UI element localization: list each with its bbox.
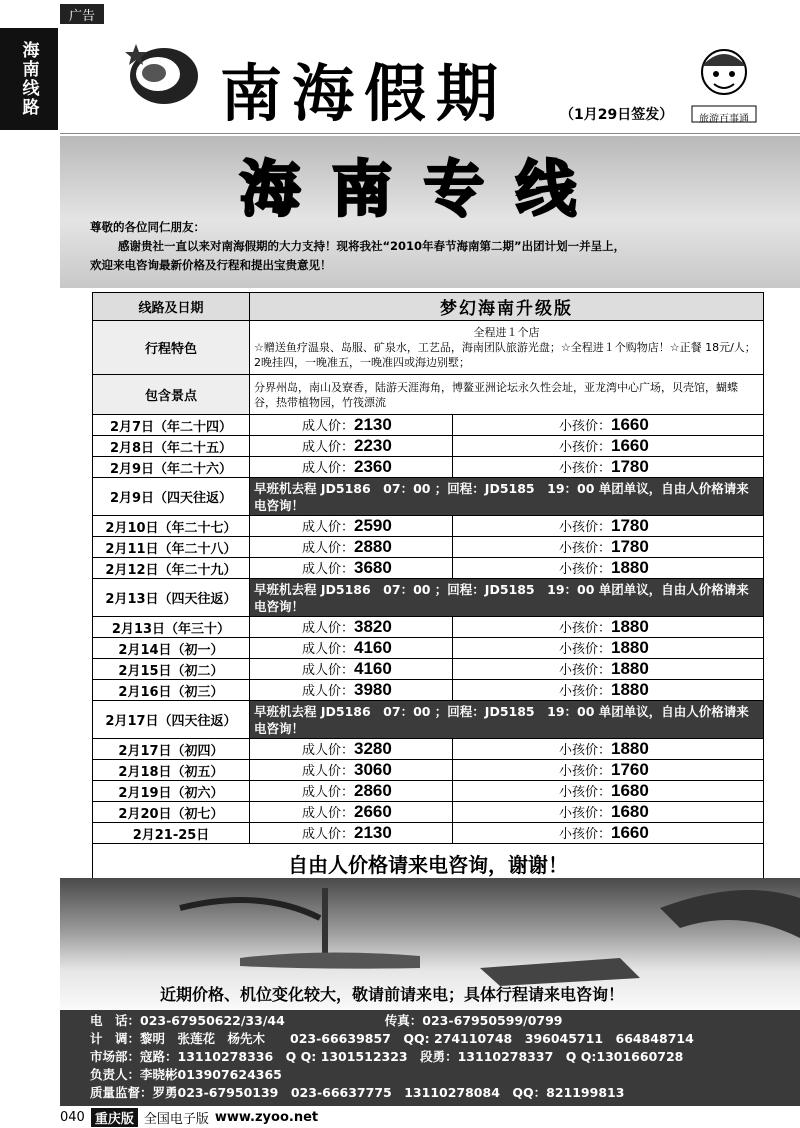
row-date: 2月21-25日	[93, 823, 250, 844]
col-header: 线路及日期	[93, 293, 250, 321]
table-footer: 自由人价格请来电咨询，谢谢！	[93, 844, 764, 884]
contacts	[60, 1010, 800, 1106]
adult-price-cell	[250, 516, 453, 537]
adult-price-cell	[250, 680, 453, 701]
child-price: 1880	[611, 680, 649, 699]
adult-label: 成人价：	[302, 806, 355, 821]
table-row	[93, 415, 764, 436]
adult-price-cell	[250, 802, 453, 823]
child-label: 小孩价：	[559, 785, 612, 800]
hero-banner	[60, 136, 800, 288]
adult-label: 成人价：	[302, 785, 355, 800]
child-price: 1780	[611, 457, 649, 476]
row-date: 2月10日（年二十七）	[93, 516, 250, 537]
row-date: 2月13日（四天往返）	[93, 579, 250, 617]
child-label: 小孩价：	[559, 743, 612, 758]
table-row	[93, 781, 764, 802]
child-price-cell	[453, 457, 764, 478]
adult-price: 4160	[354, 638, 392, 657]
child-price-cell	[453, 558, 764, 579]
child-price: 1760	[611, 760, 649, 779]
adult-price: 2880	[354, 537, 392, 556]
child-price: 1780	[611, 537, 649, 556]
features-line: ☆赠送鱼疗温泉、岛服、矿泉水，工艺品，海南团队旅游光盘；☆全程进１个购物店！☆正餐 18元/人；2晚挂四，一晚准五，一晚准四或海边别墅；	[254, 341, 756, 369]
row-date: 2月15日（初二）	[93, 659, 250, 680]
child-price-cell	[453, 415, 764, 436]
adult-price: 2360	[354, 457, 392, 476]
adult-price-cell	[250, 739, 453, 760]
adult-price: 2860	[354, 781, 392, 800]
adult-label: 成人价：	[302, 827, 355, 842]
child-label: 小孩价：	[559, 663, 612, 678]
flight-note: 早班机去程 JD5186 07：00 ；回程：JD5185 19：00 单团单议，自由人价格请来电咨询！	[250, 478, 764, 516]
issue-date: （1月29日签发）	[560, 107, 674, 123]
adult-price-cell	[250, 436, 453, 457]
adult-price: 2130	[354, 823, 392, 842]
adult-label: 成人价：	[302, 621, 355, 636]
table-row	[93, 823, 764, 844]
adult-label: 成人价：	[302, 440, 355, 455]
adult-price: 3820	[354, 617, 392, 636]
price-table	[92, 292, 764, 884]
child-price-cell	[453, 638, 764, 659]
child-price-cell	[453, 781, 764, 802]
table-row	[93, 537, 764, 558]
row-date: 2月16日（初三）	[93, 680, 250, 701]
child-price: 1680	[611, 781, 649, 800]
adult-price-cell	[250, 823, 453, 844]
child-label: 小孩价：	[559, 419, 612, 434]
mascot-caption: 旅游百事通	[699, 114, 749, 125]
child-label: 小孩价：	[559, 541, 612, 556]
table-row	[93, 457, 764, 478]
adult-label: 成人价：	[302, 743, 355, 758]
table-row	[93, 617, 764, 638]
header	[60, 24, 800, 134]
adult-label: 成人价：	[302, 541, 355, 556]
contact-line: 电 话：023-67950622/33/44 传真：023-67950599/0799	[90, 1013, 563, 1028]
adult-price-cell	[250, 617, 453, 638]
adult-label: 成人价：	[302, 562, 355, 577]
brand-title: 南海假期	[220, 57, 509, 130]
adult-label: 成人价：	[302, 642, 355, 657]
side-tab: 海南线路	[0, 28, 58, 130]
adult-label: 成人价：	[302, 663, 355, 678]
child-price-cell	[453, 823, 764, 844]
table-row	[93, 659, 764, 680]
flight-note: 早班机去程 JD5186 07：00 ；回程：JD5185 19：00 单团单议，自由人价格请来电咨询！	[250, 579, 764, 617]
row-date: 2月9日（年二十六）	[93, 457, 250, 478]
contact-line: 负责人：李晓彬013907624365	[90, 1067, 282, 1082]
row-date: 2月14日（初一）	[93, 638, 250, 659]
child-price: 1680	[611, 802, 649, 821]
sights-label: 包含景点	[93, 375, 250, 415]
intro-line: 尊敬的各位同仁朋友：	[90, 220, 205, 234]
table-row	[93, 638, 764, 659]
adult-price-cell	[250, 537, 453, 558]
adult-label: 成人价：	[302, 419, 355, 434]
child-price-cell	[453, 617, 764, 638]
table-row	[93, 558, 764, 579]
adult-price: 2130	[354, 415, 392, 434]
table-row	[93, 739, 764, 760]
adult-price-cell	[250, 558, 453, 579]
child-price: 1880	[611, 617, 649, 636]
features-line: 全程进１个店	[473, 326, 540, 339]
adult-price-cell	[250, 638, 453, 659]
adult-price-cell	[250, 781, 453, 802]
child-price: 1880	[611, 558, 649, 577]
contact-line: 计 调：黎明 张莲花 杨先木 023-66639857 QQ: 274110748 396045711 664848714	[90, 1031, 694, 1046]
row-date: 2月20日（初七）	[93, 802, 250, 823]
site-link[interactable]: www.zyoo.net	[214, 1109, 319, 1125]
child-price-cell	[453, 739, 764, 760]
ad-tag: 广告	[60, 4, 104, 24]
page-footer	[60, 1108, 318, 1126]
features-cell	[250, 321, 764, 375]
child-label: 小孩价：	[559, 562, 612, 577]
row-date: 2月12日（年二十九）	[93, 558, 250, 579]
adult-price: 3980	[354, 680, 392, 699]
adult-price-cell	[250, 760, 453, 781]
row-date: 2月17日（四天往返）	[93, 701, 250, 739]
features-label: 行程特色	[93, 321, 250, 375]
table-row	[93, 478, 764, 516]
date-rows	[93, 415, 764, 844]
adult-label: 成人价：	[302, 764, 355, 779]
adult-price-cell	[250, 659, 453, 680]
hero-title: 海南专线	[240, 155, 608, 225]
child-label: 小孩价：	[559, 621, 612, 636]
adult-price: 3060	[354, 760, 392, 779]
child-label: 小孩价：	[559, 440, 612, 455]
national-edition-label: 全国电子版	[143, 1111, 209, 1127]
adult-price: 4160	[354, 659, 392, 678]
adult-label: 成人价：	[302, 520, 355, 535]
adult-label: 成人价：	[302, 461, 355, 476]
row-date: 2月7日（年二十四）	[93, 415, 250, 436]
row-date: 2月18日（初五）	[93, 760, 250, 781]
child-label: 小孩价：	[559, 520, 612, 535]
intro-line: 欢迎来电咨询最新价格及行程和提出宝贵意见！	[90, 258, 332, 272]
child-price-cell	[453, 802, 764, 823]
child-price-cell	[453, 680, 764, 701]
child-label: 小孩价：	[559, 684, 612, 699]
child-label: 小孩价：	[559, 764, 612, 779]
intro-text	[90, 218, 625, 275]
adult-price: 3680	[354, 558, 392, 577]
intro-line: 感谢贵社一直以来对南海假期的大力支持！现将我社“2010年春节海南第二期”出团计划一并呈上，	[118, 239, 626, 253]
child-price-cell	[453, 760, 764, 781]
child-label: 小孩价：	[559, 827, 612, 842]
table-row	[93, 579, 764, 617]
child-price-cell	[453, 659, 764, 680]
beach-message: 近期价格、机位变化较大，敬请前请来电；具体行程请来电咨询！	[160, 985, 625, 1004]
child-price-cell	[453, 436, 764, 457]
contact-line: 市场部：寇路：13110278336 Q Q: 1301512323 段勇：13110278337 Q Q:1301660728	[90, 1049, 684, 1064]
adult-price: 2660	[354, 802, 392, 821]
beach-image	[60, 878, 800, 1010]
adult-price: 2230	[354, 436, 392, 455]
child-price: 1880	[611, 638, 649, 657]
logo-icon	[122, 38, 202, 108]
sights-cell: 分界州岛，南山及寮香，陆游天涯海角，博鳌亚洲论坛永久性会址，亚龙湾中心广场，贝壳馆，蝴蝶谷，热带植物园，竹筏漂流	[250, 375, 764, 415]
child-label: 小孩价：	[559, 806, 612, 821]
row-date: 2月8日（年二十五）	[93, 436, 250, 457]
adult-price-cell	[250, 415, 453, 436]
child-price: 1880	[611, 739, 649, 758]
row-date: 2月11日（年二十八）	[93, 537, 250, 558]
child-price: 1660	[611, 823, 649, 842]
child-label: 小孩价：	[559, 461, 612, 476]
row-date: 2月9日（四天往返）	[93, 478, 250, 516]
contact-line: 质量监督：罗勇023-67950139 023-66637775 13110278084 QQ：821199813	[90, 1085, 625, 1100]
child-price: 1660	[611, 436, 649, 455]
row-date: 2月13日（年三十）	[93, 617, 250, 638]
table-row	[93, 516, 764, 537]
table-row	[93, 701, 764, 739]
row-date: 2月17日（初四）	[93, 739, 250, 760]
child-price: 1880	[611, 659, 649, 678]
table-row	[93, 436, 764, 457]
child-price: 1780	[611, 516, 649, 535]
adult-price: 3280	[354, 739, 392, 758]
table-row	[93, 760, 764, 781]
edition-label: 重庆版	[91, 1108, 138, 1127]
child-label: 小孩价：	[559, 642, 612, 657]
table-row	[93, 680, 764, 701]
table-row	[93, 802, 764, 823]
child-price-cell	[453, 516, 764, 537]
adult-price-cell	[250, 457, 453, 478]
route-title: 梦幻海南升级版	[250, 293, 764, 321]
page-number: 040	[60, 1109, 85, 1125]
child-price-cell	[453, 537, 764, 558]
adult-label: 成人价：	[302, 684, 355, 699]
child-price: 1660	[611, 415, 649, 434]
adult-price: 2590	[354, 516, 392, 535]
flight-note: 早班机去程 JD5186 07：00 ；回程：JD5185 19：00 单团单议，自由人价格请来电咨询！	[250, 701, 764, 739]
row-date: 2月19日（初六）	[93, 781, 250, 802]
